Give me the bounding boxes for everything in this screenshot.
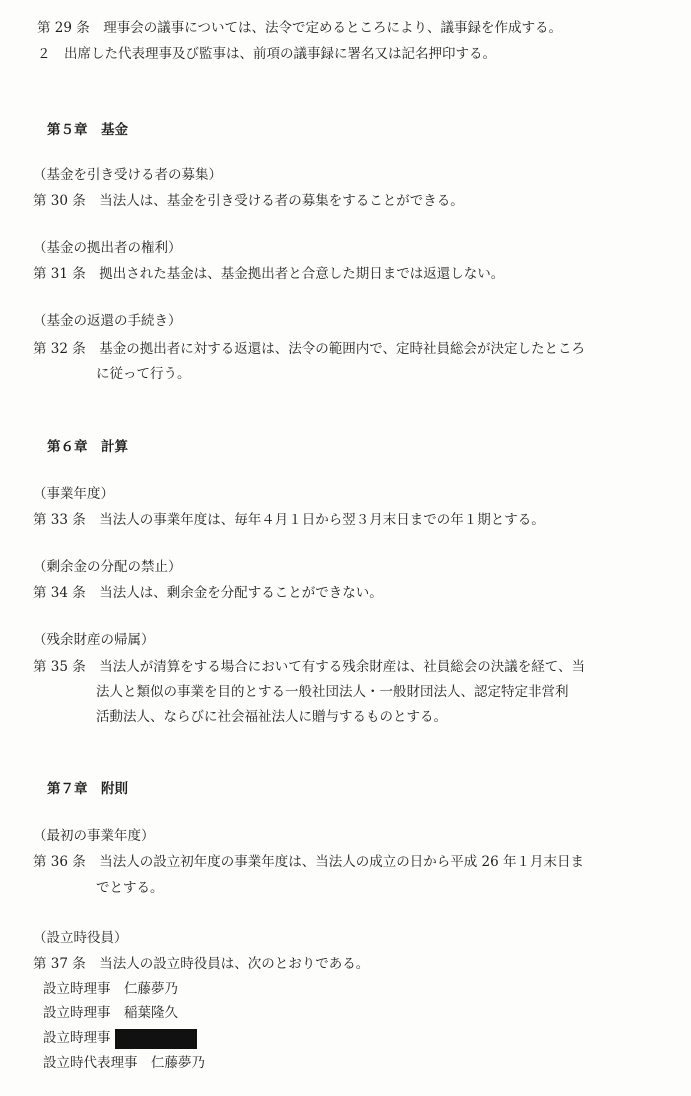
- article-36-caption: （最初の事業年度）: [33, 828, 155, 844]
- chapter-5-heading: 第５章 基金: [47, 122, 128, 138]
- article-33-caption: （事業年度）: [33, 486, 114, 502]
- article-37-text: 第 37 条 当法人の設立時役員は、次のとおりである。: [33, 956, 370, 972]
- redaction-box: [115, 1029, 197, 1049]
- article-36-line2: でとする。: [96, 880, 164, 896]
- officer-4: 設立時代表理事 仁藤夢乃: [43, 1055, 205, 1071]
- article-31-caption: （基金の拠出者の権利）: [33, 240, 182, 256]
- article-35-line3: 活動法人、ならびに社会福祉法人に贈与するものとする。: [96, 709, 447, 725]
- article-35-caption: （残余財産の帰属）: [33, 632, 155, 648]
- officer-3: [43, 1028, 197, 1049]
- chapter-7-heading: 第７章 附則: [47, 781, 128, 797]
- article-36-line1: 第 36 条 当法人の設立初年度の事業年度は、当法人の成立の日から平成 26 年１月末日ま: [33, 854, 585, 870]
- article-30-text: 第 30 条 当法人は、基金を引き受ける者の募集をすることができる。: [33, 193, 464, 209]
- officer-3-label: 設立時理事: [43, 1030, 111, 1046]
- chapter-6-heading: 第６章 計算: [47, 439, 128, 455]
- article-32-line2: に従って行う。: [96, 366, 191, 382]
- article-29-para1: 第 29 条 理事会の議事については、法令で定めるところにより、議事録を作成する。: [37, 20, 562, 36]
- article-32-caption: （基金の返還の手続き）: [33, 313, 182, 329]
- article-30-caption: （基金を引き受ける者の募集）: [33, 167, 222, 183]
- article-31-text: 第 31 条 拠出された基金は、基金拠出者と合意した期日までは返還しない。: [33, 266, 505, 282]
- article-34-caption: （剰余金の分配の禁止）: [33, 559, 182, 575]
- article-34-text: 第 34 条 当法人は、剰余金を分配することができない。: [33, 585, 383, 601]
- article-33-text: 第 33 条 当法人の事業年度は、毎年４月１日から翌３月末日までの年１期とする。: [33, 512, 545, 528]
- article-37-caption: （設立時役員）: [33, 930, 128, 946]
- officer-2: 設立時理事 稲葉隆久: [43, 1005, 178, 1021]
- article-35-line1: 第 35 条 当法人が清算をする場合において有する残余財産は、社員総会の決議を経て、当: [33, 659, 585, 675]
- article-35-line2: 法人と類似の事業を目的とする一般社団法人・一般財団法人、認定特定非営利: [96, 684, 569, 700]
- officer-1: 設立時理事 仁藤夢乃: [43, 981, 178, 997]
- article-29-para2: ２ 出席した代表理事及び監事は、前項の議事録に署名又は記名押印する。: [37, 46, 496, 62]
- article-32-line1: 第 32 条 基金の拠出者に対する返還は、法令の範囲内で、定時社員総会が決定したところ: [33, 341, 585, 357]
